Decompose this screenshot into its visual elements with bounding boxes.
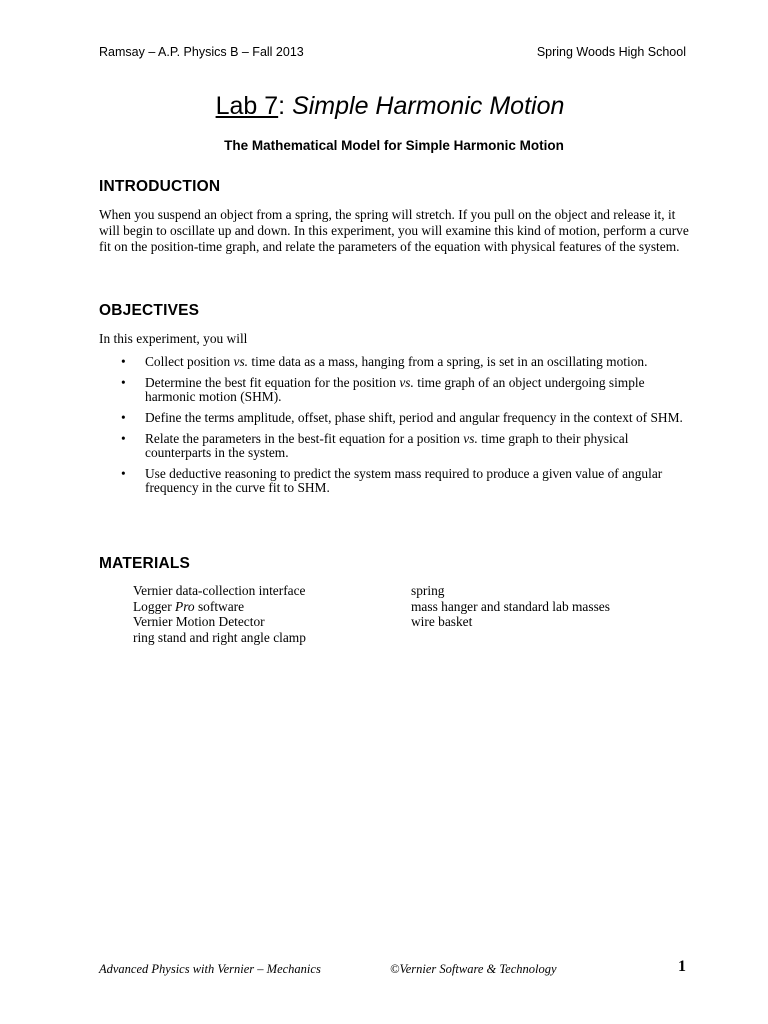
title-lab-number: Lab 7 <box>215 92 279 120</box>
objective-item: • Relate the parameters in the best-fit equation for a position vs. time graph to their physical counterparts in the system. <box>121 430 629 461</box>
footer-book-title: Advanced Physics with Vernier – Mechanics <box>99 962 321 976</box>
introduction-heading: INTRODUCTION <box>99 178 221 195</box>
objectives-list <box>121 355 691 502</box>
page-subtitle: The Mathematical Model for Simple Harmonic Motion <box>224 138 564 153</box>
bullet-icon: • <box>121 354 126 369</box>
material-item: mass hanger and standard lab masses <box>411 598 610 614</box>
materials-column-right <box>411 583 610 630</box>
objectives-heading: OBJECTIVES <box>99 302 200 319</box>
objective-item: • Collect position vs. time data as a mass, hanging from a spring, is set in an oscillating motion. <box>121 354 648 369</box>
footer-copyright: ©Vernier Software & Technology <box>390 962 557 976</box>
material-item: ring stand and right angle clamp <box>133 629 306 645</box>
material-item: Logger Pro software <box>133 598 245 614</box>
material-item: Vernier data-collection interface <box>133 583 306 598</box>
page-number: 1 <box>678 958 686 975</box>
bullet-icon: • <box>121 374 126 390</box>
materials-column-left <box>133 583 306 645</box>
objectives-lead: In this experiment, you will <box>99 331 248 346</box>
bullet-icon: • <box>121 465 126 481</box>
materials-heading: MATERIALS <box>99 555 191 572</box>
page-title <box>0 92 768 121</box>
objective-item: • Determine the best fit equation for the position vs. time graph of an object undergoing simple harmonic motion (SHM). <box>121 374 645 405</box>
objective-item: • Use deductive reasoning to predict the system mass required to produce a given value of angular frequency in the curve fit to SHM. <box>121 465 663 496</box>
header-course: Ramsay – A.P. Physics B – Fall 2013 <box>99 45 304 59</box>
introduction-paragraph: When you suspend an object from a spring, the spring will stretch. If you pull on the object and release it, it will begin to oscillate up and down. In this experiment, you will examine this kind of motion, perform a curve fit on the position-time graph, and relate the parameters of the equation with physical features of the system. <box>99 207 689 254</box>
bullet-icon: • <box>121 430 126 446</box>
material-item: spring <box>411 583 445 598</box>
bullet-icon: • <box>121 409 126 425</box>
objective-item: • Define the terms amplitude, offset, phase shift, period and angular frequency in the context of SHM. <box>121 409 683 425</box>
material-item: wire basket <box>411 614 473 630</box>
title-topic: Simple Harmonic Motion <box>292 92 565 120</box>
material-item: Vernier Motion Detector <box>133 614 265 630</box>
header-school: Spring Woods High School <box>536 45 686 59</box>
title-separator: : <box>278 92 293 120</box>
